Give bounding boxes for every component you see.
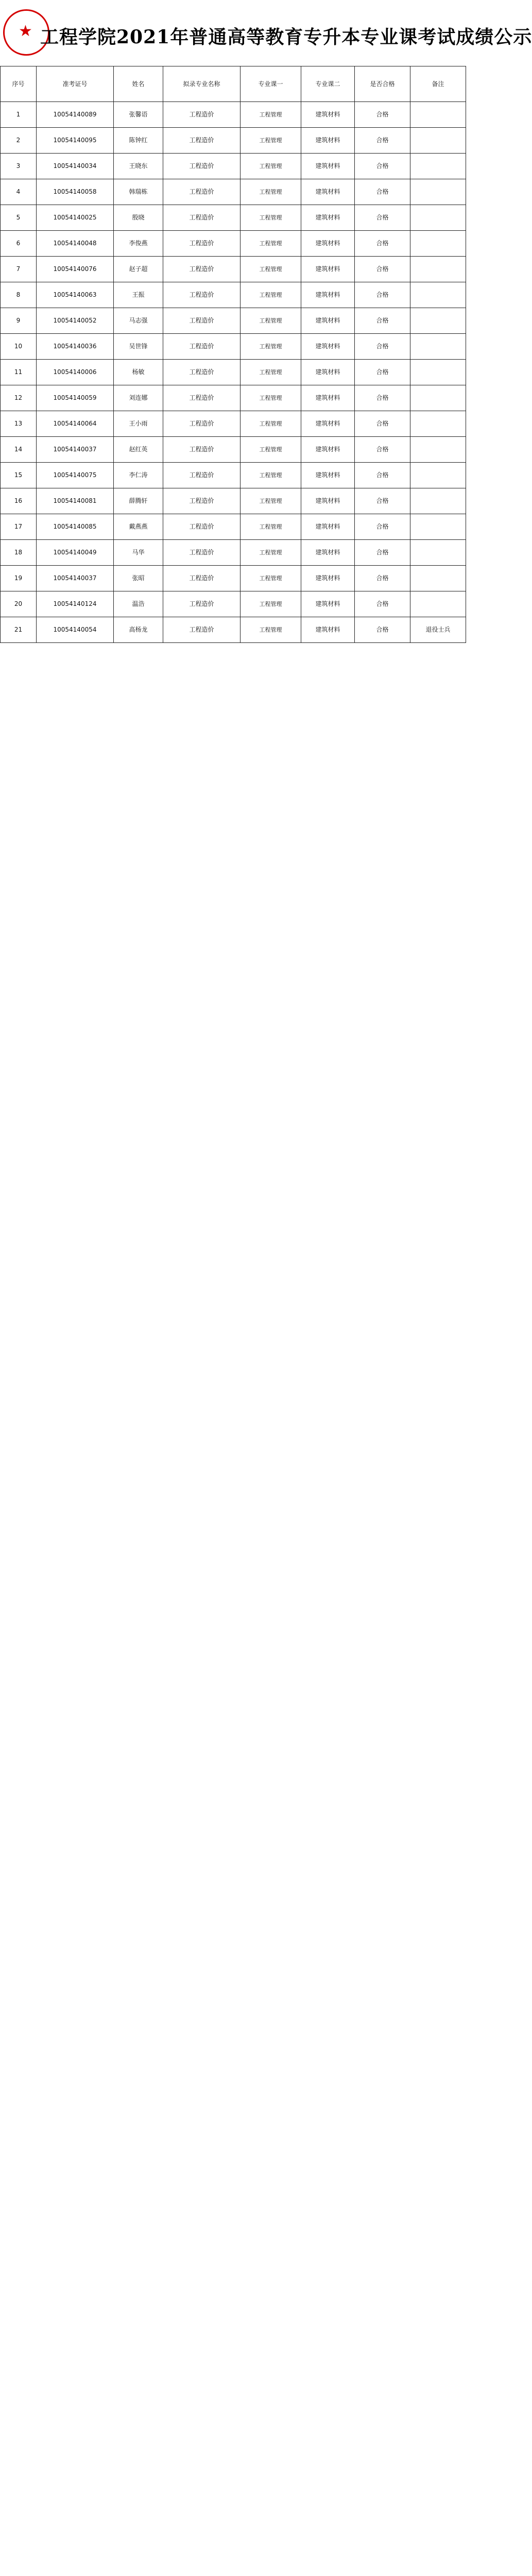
pass-status-cell: 合格	[355, 437, 410, 463]
major-cell: 工程造价	[163, 257, 241, 282]
major-cell: 工程造价	[163, 360, 241, 385]
course-one-cell: 工程管理	[241, 360, 301, 385]
index-cell: 3	[1, 154, 37, 179]
major-cell: 工程造价	[163, 128, 241, 154]
major-cell: 工程造价	[163, 334, 241, 360]
pass-status-cell: 合格	[355, 205, 410, 231]
pass-status-cell: 合格	[355, 566, 410, 591]
exam-number-cell: 10054140089	[37, 102, 114, 128]
pass-status-cell: 合格	[355, 463, 410, 488]
index-cell: 14	[1, 437, 37, 463]
table-header-row	[1, 66, 466, 102]
course-one-cell: 工程管理	[241, 566, 301, 591]
name-cell: 马华	[114, 540, 163, 566]
header-exam-number: 准考证号	[37, 66, 114, 102]
index-cell: 4	[1, 179, 37, 205]
course-two-cell: 建筑材料	[301, 205, 355, 231]
index-cell: 20	[1, 591, 37, 617]
major-cell: 工程造价	[163, 385, 241, 411]
name-cell: 张馨语	[114, 102, 163, 128]
course-one-cell: 工程管理	[241, 437, 301, 463]
major-cell: 工程造价	[163, 566, 241, 591]
remark-cell	[410, 360, 466, 385]
index-cell: 7	[1, 257, 37, 282]
index-cell: 10	[1, 334, 37, 360]
document-title: 工程学院2021年普通高等教育专升本专业课考试成绩公示	[40, 26, 532, 48]
name-cell: 张昭	[114, 566, 163, 591]
course-two-cell: 建筑材料	[301, 566, 355, 591]
course-one-cell: 工程管理	[241, 591, 301, 617]
course-two-cell: 建筑材料	[301, 617, 355, 643]
major-cell: 工程造价	[163, 463, 241, 488]
course-two-cell: 建筑材料	[301, 411, 355, 437]
table-row	[1, 437, 466, 463]
results-table	[0, 66, 466, 643]
pass-status-cell: 合格	[355, 154, 410, 179]
course-two-cell: 建筑材料	[301, 540, 355, 566]
exam-number-cell: 10054140095	[37, 128, 114, 154]
major-cell: 工程造价	[163, 617, 241, 643]
pass-status-cell: 合格	[355, 334, 410, 360]
major-cell: 工程造价	[163, 591, 241, 617]
major-cell: 工程造价	[163, 488, 241, 514]
table-row	[1, 463, 466, 488]
index-cell: 18	[1, 540, 37, 566]
course-one-cell: 工程管理	[241, 617, 301, 643]
course-two-cell: 建筑材料	[301, 231, 355, 257]
course-two-cell: 建筑材料	[301, 154, 355, 179]
document-header	[0, 0, 532, 66]
table-row	[1, 488, 466, 514]
name-cell: 王振	[114, 282, 163, 308]
course-one-cell: 工程管理	[241, 308, 301, 334]
course-one-cell: 工程管理	[241, 179, 301, 205]
remark-cell	[410, 385, 466, 411]
major-cell: 工程造价	[163, 308, 241, 334]
exam-number-cell: 10054140034	[37, 154, 114, 179]
pass-status-cell: 合格	[355, 385, 410, 411]
table-row	[1, 514, 466, 540]
remark-cell	[410, 231, 466, 257]
course-two-cell: 建筑材料	[301, 437, 355, 463]
remark-cell	[410, 463, 466, 488]
index-cell: 2	[1, 128, 37, 154]
table-row	[1, 411, 466, 437]
table-row	[1, 591, 466, 617]
pass-status-cell: 合格	[355, 617, 410, 643]
major-cell: 工程造价	[163, 540, 241, 566]
table-body	[1, 102, 466, 643]
remark-cell	[410, 514, 466, 540]
course-two-cell: 建筑材料	[301, 308, 355, 334]
remark-cell: 退役士兵	[410, 617, 466, 643]
course-two-cell: 建筑材料	[301, 102, 355, 128]
remark-cell	[410, 308, 466, 334]
remark-cell	[410, 257, 466, 282]
course-one-cell: 工程管理	[241, 257, 301, 282]
remark-cell	[410, 488, 466, 514]
course-one-cell: 工程管理	[241, 540, 301, 566]
pass-status-cell: 合格	[355, 411, 410, 437]
header-name: 姓名	[114, 66, 163, 102]
header-major: 拟录专业名称	[163, 66, 241, 102]
exam-number-cell: 10054140085	[37, 514, 114, 540]
major-cell: 工程造价	[163, 102, 241, 128]
name-cell: 赵红英	[114, 437, 163, 463]
name-cell: 韩瑞栋	[114, 179, 163, 205]
course-two-cell: 建筑材料	[301, 257, 355, 282]
name-cell: 杨敏	[114, 360, 163, 385]
pass-status-cell: 合格	[355, 308, 410, 334]
index-cell: 6	[1, 231, 37, 257]
remark-cell	[410, 566, 466, 591]
remark-cell	[410, 154, 466, 179]
pass-status-cell: 合格	[355, 128, 410, 154]
index-cell: 12	[1, 385, 37, 411]
major-cell: 工程造价	[163, 514, 241, 540]
table-row	[1, 566, 466, 591]
index-cell: 16	[1, 488, 37, 514]
name-cell: 温浩	[114, 591, 163, 617]
table-row	[1, 257, 466, 282]
remark-cell	[410, 540, 466, 566]
name-cell: 刘连娜	[114, 385, 163, 411]
name-cell: 王晓东	[114, 154, 163, 179]
table-row	[1, 540, 466, 566]
pass-status-cell: 合格	[355, 540, 410, 566]
table-row	[1, 334, 466, 360]
index-cell: 17	[1, 514, 37, 540]
table-row	[1, 128, 466, 154]
name-cell: 赵子超	[114, 257, 163, 282]
header-course-one: 专业课一	[241, 66, 301, 102]
course-one-cell: 工程管理	[241, 282, 301, 308]
remark-cell	[410, 437, 466, 463]
exam-number-cell: 10054140064	[37, 411, 114, 437]
table-row	[1, 385, 466, 411]
course-two-cell: 建筑材料	[301, 488, 355, 514]
course-two-cell: 建筑材料	[301, 385, 355, 411]
remark-cell	[410, 179, 466, 205]
course-two-cell: 建筑材料	[301, 128, 355, 154]
pass-status-cell: 合格	[355, 282, 410, 308]
course-two-cell: 建筑材料	[301, 463, 355, 488]
exam-number-cell: 10054140048	[37, 231, 114, 257]
remark-cell	[410, 205, 466, 231]
name-cell: 李俊燕	[114, 231, 163, 257]
course-one-cell: 工程管理	[241, 411, 301, 437]
exam-number-cell: 10054140049	[37, 540, 114, 566]
major-cell: 工程造价	[163, 282, 241, 308]
course-two-cell: 建筑材料	[301, 360, 355, 385]
seal-star-icon: ★	[19, 22, 32, 40]
name-cell: 马志强	[114, 308, 163, 334]
index-cell: 21	[1, 617, 37, 643]
course-one-cell: 工程管理	[241, 231, 301, 257]
course-one-cell: 工程管理	[241, 102, 301, 128]
major-cell: 工程造价	[163, 179, 241, 205]
name-cell: 高杨龙	[114, 617, 163, 643]
exam-number-cell: 10054140037	[37, 437, 114, 463]
header-course-two: 专业课二	[301, 66, 355, 102]
table-row	[1, 282, 466, 308]
major-cell: 工程造价	[163, 411, 241, 437]
remark-cell	[410, 411, 466, 437]
exam-number-cell: 10054140058	[37, 179, 114, 205]
table-row	[1, 154, 466, 179]
name-cell: 戴燕燕	[114, 514, 163, 540]
course-one-cell: 工程管理	[241, 128, 301, 154]
course-one-cell: 工程管理	[241, 205, 301, 231]
pass-status-cell: 合格	[355, 488, 410, 514]
index-cell: 9	[1, 308, 37, 334]
pass-status-cell: 合格	[355, 231, 410, 257]
course-two-cell: 建筑材料	[301, 334, 355, 360]
pass-status-cell: 合格	[355, 102, 410, 128]
pass-status-cell: 合格	[355, 514, 410, 540]
table-row	[1, 617, 466, 643]
major-cell: 工程造价	[163, 154, 241, 179]
pass-status-cell: 合格	[355, 591, 410, 617]
table-row	[1, 308, 466, 334]
course-two-cell: 建筑材料	[301, 591, 355, 617]
exam-number-cell: 10054140037	[37, 566, 114, 591]
major-cell: 工程造价	[163, 231, 241, 257]
pass-status-cell: 合格	[355, 360, 410, 385]
course-two-cell: 建筑材料	[301, 282, 355, 308]
exam-number-cell: 10054140081	[37, 488, 114, 514]
course-one-cell: 工程管理	[241, 488, 301, 514]
table-row	[1, 360, 466, 385]
name-cell: 殷晓	[114, 205, 163, 231]
major-cell: 工程造价	[163, 205, 241, 231]
index-cell: 13	[1, 411, 37, 437]
name-cell: 李仁涛	[114, 463, 163, 488]
exam-number-cell: 10054140076	[37, 257, 114, 282]
table-row	[1, 205, 466, 231]
pass-status-cell: 合格	[355, 179, 410, 205]
index-cell: 1	[1, 102, 37, 128]
remark-cell	[410, 591, 466, 617]
major-cell: 工程造价	[163, 437, 241, 463]
table-row	[1, 179, 466, 205]
exam-number-cell: 10054140124	[37, 591, 114, 617]
name-cell: 王小雨	[114, 411, 163, 437]
exam-number-cell: 10054140052	[37, 308, 114, 334]
index-cell: 19	[1, 566, 37, 591]
course-one-cell: 工程管理	[241, 463, 301, 488]
course-one-cell: 工程管理	[241, 514, 301, 540]
name-cell: 薛腾轩	[114, 488, 163, 514]
index-cell: 11	[1, 360, 37, 385]
course-two-cell: 建筑材料	[301, 514, 355, 540]
index-cell: 8	[1, 282, 37, 308]
index-cell: 5	[1, 205, 37, 231]
table-row	[1, 102, 466, 128]
remark-cell	[410, 128, 466, 154]
course-two-cell: 建筑材料	[301, 179, 355, 205]
index-cell: 15	[1, 463, 37, 488]
remark-cell	[410, 282, 466, 308]
header-remark: 备注	[410, 66, 466, 102]
pass-status-cell: 合格	[355, 257, 410, 282]
exam-number-cell: 10054140075	[37, 463, 114, 488]
exam-number-cell: 10054140054	[37, 617, 114, 643]
remark-cell	[410, 102, 466, 128]
course-one-cell: 工程管理	[241, 385, 301, 411]
table-row	[1, 231, 466, 257]
course-one-cell: 工程管理	[241, 334, 301, 360]
name-cell: 陈钟红	[114, 128, 163, 154]
exam-number-cell: 10054140025	[37, 205, 114, 231]
header-pass-status: 是否合格	[355, 66, 410, 102]
exam-number-cell: 10054140006	[37, 360, 114, 385]
header-index: 序号	[1, 66, 37, 102]
exam-number-cell: 10054140063	[37, 282, 114, 308]
name-cell: 吴世锋	[114, 334, 163, 360]
course-one-cell: 工程管理	[241, 154, 301, 179]
exam-number-cell: 10054140036	[37, 334, 114, 360]
exam-number-cell: 10054140059	[37, 385, 114, 411]
remark-cell	[410, 334, 466, 360]
